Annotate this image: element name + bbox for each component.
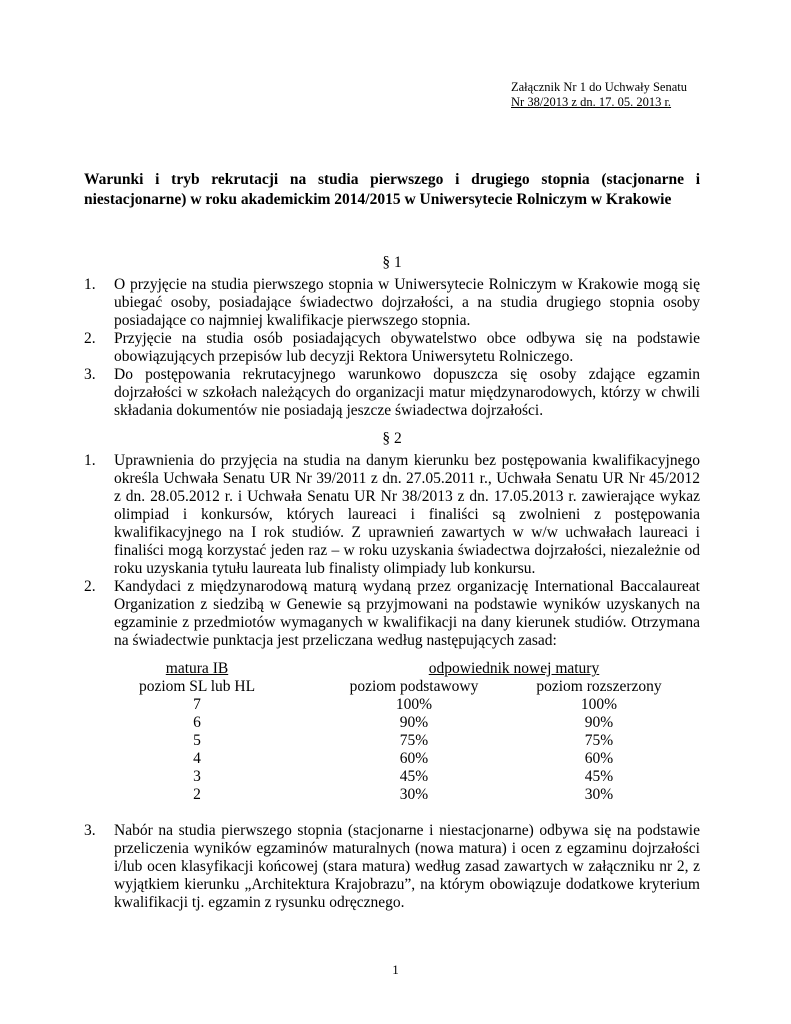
page-number: 1 <box>392 962 399 977</box>
document-header <box>511 80 687 110</box>
item-number: 1. <box>84 276 96 293</box>
subheader-ib-level: poziom SL lub HL <box>138 678 256 695</box>
table-row <box>84 714 700 732</box>
list-item <box>84 822 700 912</box>
cell-basic: 60% <box>399 750 429 767</box>
cell-basic: 90% <box>399 714 429 731</box>
cell-basic: 45% <box>399 768 429 785</box>
section-2-heading: § 2 <box>382 430 402 447</box>
section-2-list-continued <box>84 822 700 912</box>
cell-ib: 4 <box>193 750 201 767</box>
cell-basic: 30% <box>399 786 429 803</box>
item-number: 2. <box>84 330 96 347</box>
item-text: Przyjęcie na studia osób posiadających obywatelstwo obce odbywa się na podstawie obowiązujących przepisów lub decyzji Rektora Uniwersytetu Rolniczego. <box>114 330 700 365</box>
header-new-matura: odpowiednik nowej matury <box>428 660 600 677</box>
item-number: 3. <box>84 366 96 383</box>
list-item <box>84 276 700 330</box>
subheader-extended-level: poziom rozszerzony <box>536 678 662 695</box>
cell-ext: 75% <box>584 732 614 749</box>
cell-basic: 100% <box>395 696 433 713</box>
table-row <box>84 768 700 786</box>
table-row <box>84 696 700 714</box>
table-row <box>84 732 700 750</box>
list-item <box>84 330 700 366</box>
subheader-basic-level: poziom podstawowy <box>349 678 479 695</box>
cell-ib: 7 <box>193 696 201 713</box>
document-title: Warunki i tryb rekrutacji na studia pierwszego i drugiego stopnia (stacjonarne i niestacjonarne) w roku akademickim 2014/2015 w Uniwersytecie Rolniczym w Krakowie <box>84 171 700 208</box>
cell-ib: 5 <box>193 732 201 749</box>
section-2 <box>84 430 700 650</box>
section-1 <box>84 254 700 420</box>
list-item <box>84 578 700 650</box>
section-2-list <box>84 452 700 650</box>
item-text: Uprawnienia do przyjęcia na studia na danym kierunku bez postępowania kwalifikacyjnego określa Uchwała Senatu UR Nr 39/2011 z dn. 27.05.2011 r., Uchwała Senatu UR Nr 45/2012 z dn. 28.05.2012 r. i Uchwała Senatu UR Nr 38/2013 z dn. 17.05.2013 r. zawierające wykaz olimpiad i konkursów, których laureaci i finaliści są zwolnieni z postępowania kwalifikacyjnego na I rok studiów. Z uprawnień zawartych w w/w uchwałach laureaci i finaliści mogą korzystać jeden raz – w roku uzyskania świadectwa dojrzałości, niezależnie od roku uzyskania tytułu laureata lub finalisty olimpiady lub konkursu. <box>114 452 700 577</box>
item-number: 1. <box>84 452 96 469</box>
section-2-continued <box>84 822 700 912</box>
item-text: O przyjęcie na studia pierwszego stopnia w Uniwersytecie Rolniczym w Krakowie mogą się ubiegać osoby, posiadające świadectwo dojrzałości, a na studia drugiego stopnia osoby posiadające co najmniej kwalifikacje pierwszego stopnia. <box>114 276 700 329</box>
table-subheader-row <box>84 678 700 696</box>
cell-ext: 100% <box>580 696 618 713</box>
cell-basic: 75% <box>399 732 429 749</box>
list-item <box>84 366 700 420</box>
table-header-row <box>84 660 700 678</box>
item-text: Nabór na studia pierwszego stopnia (stacjonarne i niestacjonarne) odbywa się na podstawie przeliczenia wyników egzaminów maturalnych (nowa matura) i ocen z egzaminu dojrzałości i/lub ocen klasyfikacji końcowej (stara matura) według zasad zawartych w załączniku nr 2, z wyjątkiem kierunku „Architektura Krajobrazu”, na którym obowiązuje dodatkowe kryterium kwalifikacji tj. egzamin z rysunku odręcznego. <box>114 822 700 911</box>
item-number: 2. <box>84 578 96 595</box>
table-row <box>84 750 700 768</box>
section-1-list <box>84 276 700 420</box>
header-line-2: Nr 38/2013 z dn. 17. 05. 2013 r. <box>511 95 672 109</box>
cell-ib: 6 <box>193 714 201 731</box>
header-line-1: Załącznik Nr 1 do Uchwały Senatu <box>511 80 687 94</box>
table-row <box>84 786 700 804</box>
ib-conversion-table <box>84 660 700 804</box>
cell-ib: 3 <box>193 768 201 785</box>
cell-ext: 90% <box>584 714 614 731</box>
list-item <box>84 452 700 578</box>
item-text: Do postępowania rekrutacyjnego warunkowo dopuszcza się osoby zdające egzamin dojrzałości w szkołach należących do organizacji matur międzynarodowych, którzy w chwili składania dokumentów nie posiadają jeszcze świadectwa dojrzałości. <box>114 366 700 419</box>
item-number: 3. <box>84 822 96 839</box>
cell-ext: 45% <box>584 768 614 785</box>
section-1-heading: § 1 <box>382 254 402 271</box>
cell-ib: 2 <box>193 786 201 803</box>
item-text: Kandydaci z międzynarodową maturą wydaną przez organizację International Baccalaureat Organization z siedzibą w Genewie są przyjmowani na podstawie wyników uzyskanych na egzaminie z przedmiotów wymaganych w kwalifikacji na dany kierunek studiów. Otrzymana na świadectwie punktacja jest przeliczana według następujących zasad: <box>114 578 700 649</box>
cell-ext: 60% <box>584 750 614 767</box>
cell-ext: 30% <box>584 786 614 803</box>
header-ib: matura IB <box>165 660 229 677</box>
